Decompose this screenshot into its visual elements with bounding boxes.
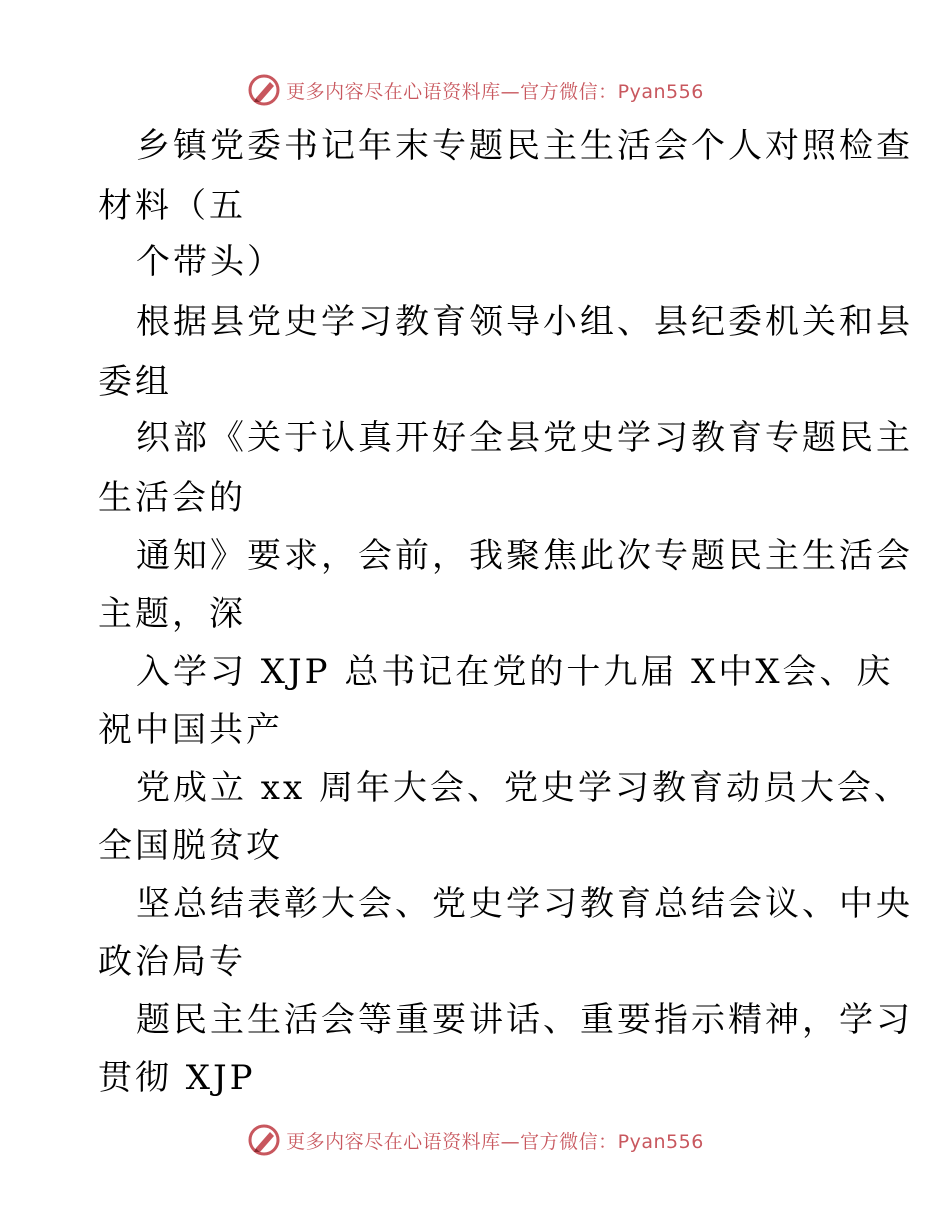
text-line: 题民主生活会等重要讲话、重要指示精神，学习 [136, 1000, 913, 1040]
pen-logo-icon [246, 1122, 282, 1158]
text-line: 主题，深 [98, 594, 246, 634]
text-line: 坚总结表彰大会、党史学习教育总结会议、中央 [136, 884, 913, 924]
header-watermark-text: 更多内容尽在心语资料库—官方微信：Pyan556 [286, 80, 704, 103]
text-line: 个带头） [136, 242, 284, 282]
text-line: 根据县党史学习教育领导小组、县纪委机关和县 [136, 302, 913, 342]
header-watermark [0, 70, 950, 110]
text-line: 乡镇党委书记年末专题民主生活会个人对照检查 [136, 126, 913, 166]
pen-logo-icon [246, 72, 282, 108]
text-line: 生活会的 [98, 478, 246, 518]
text-line: 织部《关于认真开好全县党史学习教育专题民主 [136, 418, 913, 458]
footer-watermark [0, 1120, 950, 1160]
text-line: 通知》要求，会前，我聚焦此次专题民主生活会 [136, 536, 913, 576]
text-line: 委组 [98, 362, 172, 402]
text-line: 祝中国共产 [98, 710, 283, 750]
text-line: 政治局专 [98, 942, 246, 982]
text-line: 入学习 XJP 总书记在党的十九届 X中X会、庆 [136, 652, 894, 692]
footer-watermark-text: 更多内容尽在心语资料库—官方微信：Pyan556 [286, 1130, 704, 1153]
text-line: 贯彻 XJP [98, 1058, 256, 1098]
text-line: 材料（五 [98, 186, 246, 226]
text-line: 全国脱贫攻 [98, 826, 283, 866]
text-line: 党成立 xx 周年大会、党史学习教育动员大会、 [136, 768, 911, 808]
